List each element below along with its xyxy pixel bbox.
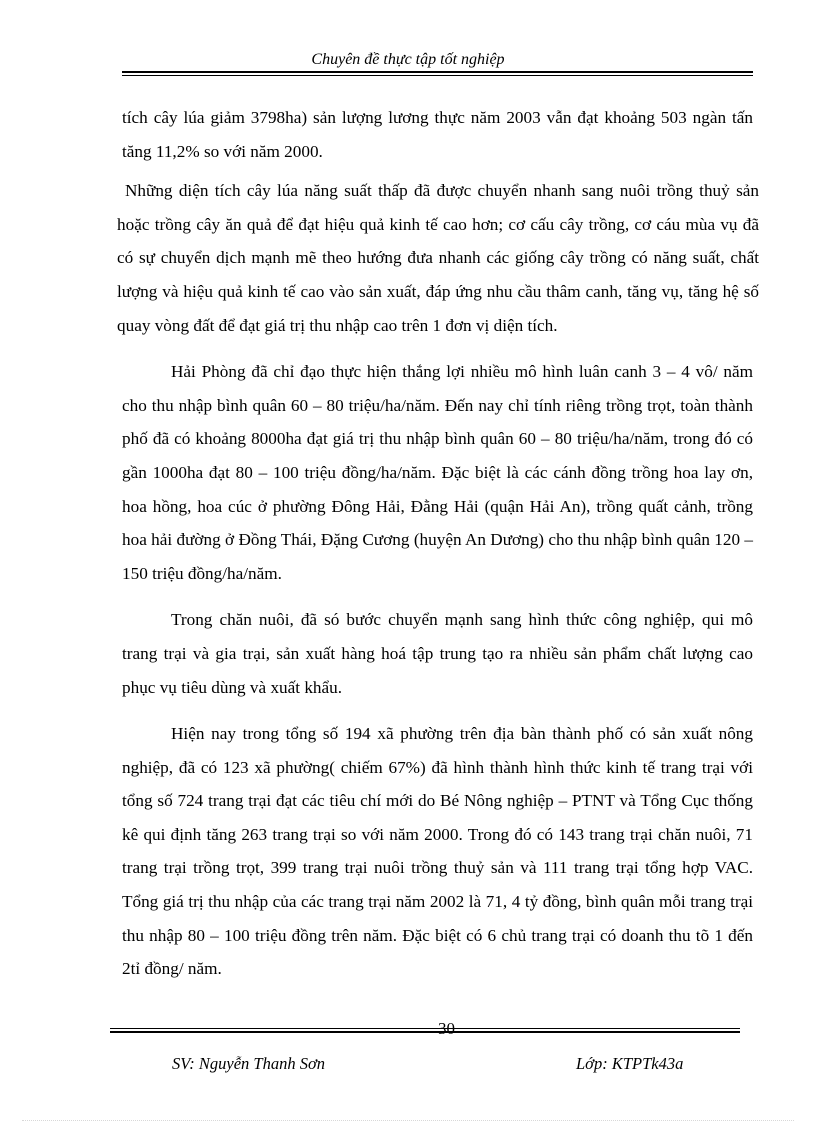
document-body [117,101,759,999]
student-name: SV: Nguyễn Thanh Sơn [172,1054,326,1073]
class-label: Lớp: KTPTk43a [576,1054,684,1073]
paragraph: Hiện nay trong tổng số 194 xã phường trên địa bàn thành phố có sản xuất nông nghiệp, đã có 123 xã phường( chiếm 67%) đã hình thành hình thức kinh tế trang trại với tổng số 724 trang trại đạt các tiêu chí mới do Bé Nông nghiệp – PTNT và Tổng Cục thống kê qui định tăng 263 trang trại so với năm 2000. Trong đó có 143 trang trại chăn nuôi, 71 trang trại trồng trọt, 399 trang trại nuôi trồng thuỷ sản và 111 trang trại tổng hợp VAC. Tổng giá trị thu nhập của các trang trại năm 2002 là 71, 4 tỷ đồng, bình quân mỗi trang trại thu nhập 80 – 100 triệu đồng trên năm. Đặc biệt có 6 chủ trang trại có doanh thu tõ 1 đến 2tỉ đồng/ năm. [122,724,753,979]
paragraph: tích cây lúa giảm 3798ha) sản lượng lương thực năm 2003 vẫn đạt khoảng 503 ngàn tấn tăng 11,2% so với năm 2000. [122,108,753,161]
paragraph: Hải Phòng đã chỉ đạo thực hiện thắng lợi nhiều mô hình luân canh 3 – 4 vô/ năm cho thu nhập bình quân 60 – 80 triệu/ha/năm. Đến nay chỉ tính riêng trồng trọt, toàn thành phố đã có khoảng 8000ha đạt giá trị thu nhập bình quân 60 – 80 triệu/ha/năm, trong đó có gần 1000ha đạt 80 – 100 triệu đồng/ha/năm. Đặc biệt là các cánh đồng trồng hoa lay ơn, hoa hồng, hoa cúc ở phường Đông Hải, Đằng Hải (quận Hải An), trồng quất cảnh, trồng hoa hải đường ở Đồng Thái, Đặng Cương (huyện An Dương) cho thu nhập bình quân 120 – 150 triệu đồng/ha/năm. [122,362,753,583]
page-border [22,1120,794,1121]
paragraph: Những diện tích cây lúa năng suất thấp đã được chuyển nhanh sang nuôi trồng thuỷ sản hoặc trồng cây ăn quả để đạt hiệu quả kinh tế cao hơn; cơ cấu cây trồng, cơ cáu mùa vụ đã có sự chuyển dịch mạnh mẽ theo hướng đưa nhanh các giống cây trồng có năng suất, chất lượng và hiệu quả kinh tế cao vào sản xuất, đáp ứng nhu cầu thâm canh, tăng vụ, tăng hệ số quay vòng đất để đạt giá trị thu nhập cao trên 1 đơn vị diện tích. [117,181,759,335]
paragraph: Trong chăn nuôi, đã só bước chuyển mạnh sang hình thức công nghiệp, qui mô trang trại và gia trại, sản xuất hàng hoá tập trung tạo ra nhiều sản phẩm chất lượng cao phục vụ tiêu dùng và xuất khẩu. [122,610,753,697]
header-rule-top [122,71,753,73]
header-title: Chuyên đề thực tập tốt nghiệp [311,51,505,68]
header-rule-bottom [122,75,753,76]
page-number: 30 [438,1019,455,1038]
